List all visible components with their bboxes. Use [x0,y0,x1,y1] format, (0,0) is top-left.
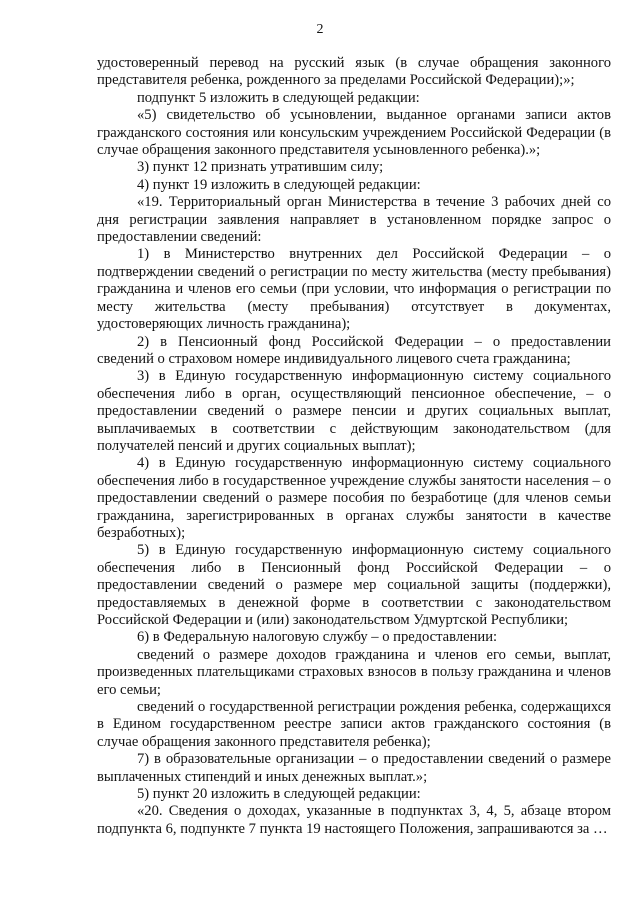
page-number: 2 [316,22,324,37]
paragraph: подпункт 5 изложить в следующей редакции: [137,89,420,106]
document-body [97,55,611,838]
paragraph: 3) пункт 12 признать утратившим силу; [137,159,384,176]
paragraph: 6) в Федеральную налоговую службу – о предоставлении: [137,629,498,646]
paragraph: 4) пункт 19 изложить в следующей редакции: [137,176,421,193]
paragraph: сведений о размере доходов гражданина и членов его семьи, выплат, произведенных плательщиками страховых взносов в пользу гражданина и членов его семьи; [97,646,611,698]
paragraph: 5) в Единую государственную информационную систему социального обеспечения либо в Пенсионный фонд Российской Федерации – о предоставлении сведений о размере мер социальной защиты (поддержки), предоставляемых в денежной форме в соответствии с законодательством Российской Федерации и (или) законодательством Удмуртской Республики; [97,542,611,628]
paragraph: 1) в Министерство внутренних дел Российской Федерации – о подтверждении сведений о регистрации по месту жительства (месту пребывания) гражданина и членов его семьи (при условии, что информация о регистрации по месту жительства (месту пребывания) отсутствует в документах, удостоверяющих личность гражданина); [97,246,611,333]
paragraph: «19. Территориальный орган Министерства в течение 3 рабочих дней со дня регистрации заявления направляет в установленном порядке запрос о предоставлении сведений: [97,194,611,246]
paragraph: удостоверенный перевод на русский язык (в случае обращения законного представителя ребенка, рожденного за пределами Российской Федерации);»; [97,55,611,89]
paragraph: 2) в Пенсионный фонд Российской Федерации – о предоставлении сведений о страховом номере индивидуального лицевого счета гражданина; [97,333,611,367]
paragraph: «5) свидетельство об усыновлении, выданное органами записи актов гражданского состояния или консульским учреждением Российской Федерации (в случае обращения законного представителя усыновленного ребенка).»; [97,107,611,159]
paragraph: «20. Сведения о доходах, указанные в подпунктах 3, 4, 5, абзаце втором подпункта 6, подпункте 7 пункта 19 настоящего Положения, запрашиваются за … [97,803,611,837]
paragraph: сведений о государственной регистрации рождения ребенка, содержащихся в Едином государственном реестре записи актов гражданского состояния (в случае обращения законного представителя ребенка); [97,699,611,750]
paragraph: 5) пункт 20 изложить в следующей редакции: [137,786,421,803]
paragraph: 7) в образовательные организации – о предоставлении сведений о размере выплаченных стипендий и иных денежных выплат.»; [97,751,611,785]
paragraph: 4) в Единую государственную информационную систему социального обеспечения либо в государственное учреждение службы занятости населения – о предоставлении сведений о размере пособия по безработице (для членов семьи гражданина, зарегистрированных в органах службы занятости в качестве безработных); [97,455,611,541]
paragraph: 3) в Единую государственную информационную систему социального обеспечения либо в орган, осуществляющий пенсионное обеспечение, – о предоставлении сведений о размере пенсии и других социальных выплат, выплачиваемых в соответствии с действующим законодательством (для получателей пенсий и других социальных выплат); [97,368,611,454]
